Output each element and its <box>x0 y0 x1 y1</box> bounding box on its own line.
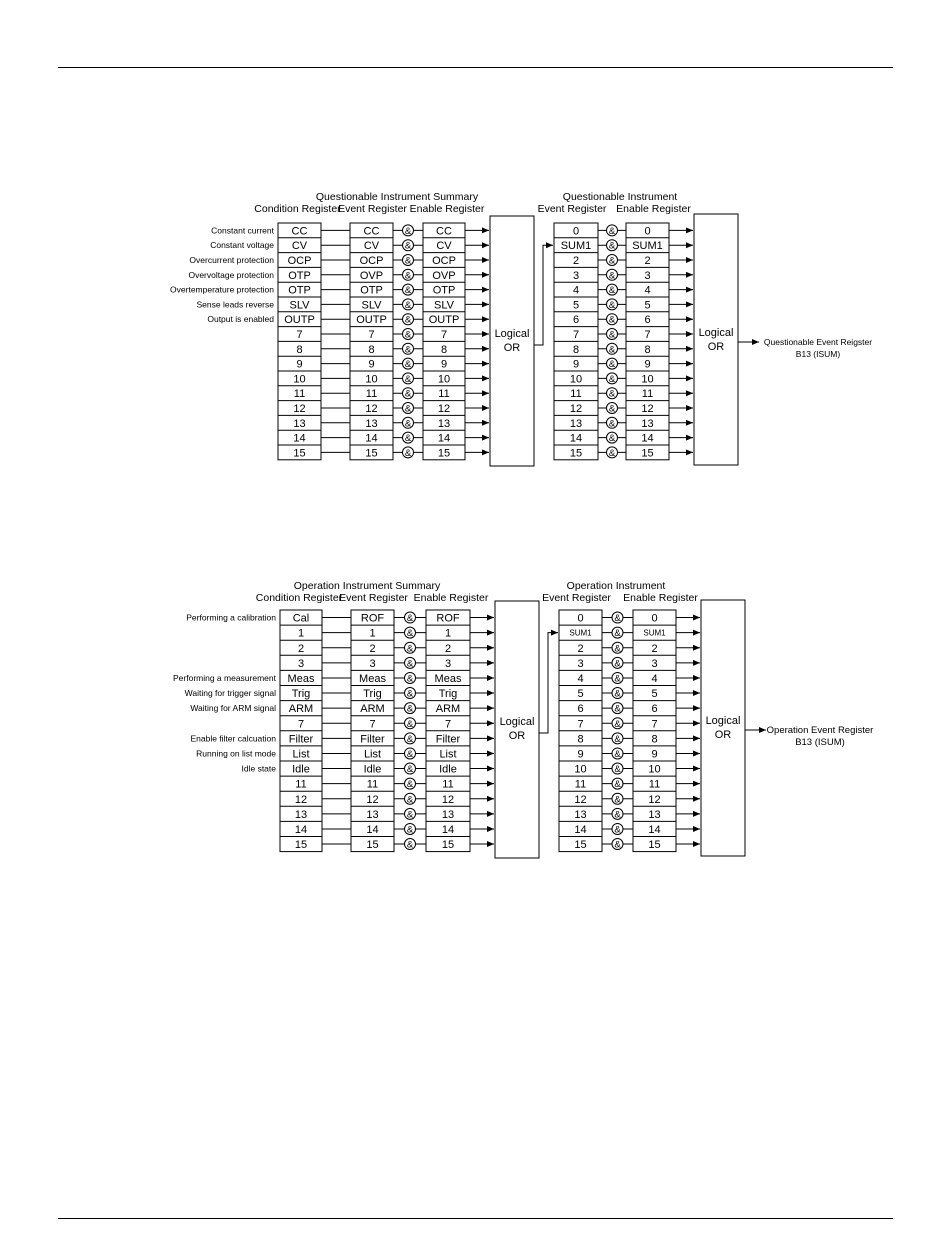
enable-cell: 15 <box>441 839 455 852</box>
event-cell: List <box>363 748 382 761</box>
right-enable-cell: 15 <box>648 839 661 852</box>
side-label: Constant current <box>211 225 274 236</box>
left-and-symbol: & <box>404 388 412 400</box>
right-event-cell: 6 <box>572 314 580 327</box>
enable-cell: CV <box>436 240 452 253</box>
logical-or-box <box>490 216 534 466</box>
or-label-line1: Logical <box>705 715 741 727</box>
condition-cell: ARM <box>288 703 314 716</box>
left-and-symbol: & <box>404 373 412 385</box>
right-and-symbol: & <box>608 240 616 252</box>
right-and-symbol: & <box>614 794 621 806</box>
condition-cell: List <box>292 748 310 761</box>
right-event-cell: 5 <box>577 688 584 701</box>
summary-link-arrow <box>534 245 553 345</box>
enable-register-label: Enable Register <box>413 592 489 604</box>
condition-cell: Meas <box>287 672 315 685</box>
right-enable-cell: 2 <box>644 255 651 267</box>
or-label-line1: Logical <box>499 716 535 728</box>
right-event-cell: 11 <box>570 388 582 401</box>
right-and-symbol: & <box>608 255 616 267</box>
event-cell: Filter <box>360 733 385 746</box>
enable-cell: 14 <box>437 432 451 445</box>
condition-cell: Idle <box>292 763 310 776</box>
right-event-cell: 10 <box>574 763 587 776</box>
right-enable-cell: 14 <box>648 823 661 836</box>
enable-cell: OCP <box>432 255 456 267</box>
left-and-symbol: & <box>404 359 412 371</box>
event-cell: OUTP <box>356 314 387 327</box>
left-and-symbol: & <box>404 418 412 430</box>
operation-diagram <box>173 580 873 858</box>
right-event-cell: 13 <box>569 417 583 430</box>
condition-cell: Cal <box>292 612 310 625</box>
enable-cell: OTP <box>432 284 456 297</box>
output-label-line2: B13 (ISUM) <box>795 737 845 748</box>
right-and-symbol: & <box>614 673 621 685</box>
enable-cell: List <box>439 748 457 761</box>
event-cell: 13 <box>365 417 378 430</box>
side-label: Overcurrent protection <box>189 255 274 265</box>
right-event-cell: 15 <box>574 839 587 852</box>
condition-cell: 2 <box>297 642 305 655</box>
event-cell: SLV <box>361 299 382 312</box>
right-and-symbol: & <box>608 373 616 385</box>
right-event-cell: 13 <box>574 808 587 821</box>
right-and-symbol: & <box>614 764 621 776</box>
right-and-symbol: & <box>614 733 621 745</box>
right-enable-cell: 5 <box>651 688 658 701</box>
left-and-symbol: & <box>406 733 414 745</box>
left-and-symbol: & <box>404 314 412 326</box>
right-event-cell: 14 <box>574 823 587 836</box>
enable-cell: 13 <box>441 808 455 821</box>
condition-cell: Filter <box>288 733 314 746</box>
side-label: Waiting for ARM signal <box>190 703 276 714</box>
event-cell: 2 <box>369 642 376 655</box>
right-event-register-label: Event Register <box>537 203 607 215</box>
left-and-symbol: & <box>406 718 414 730</box>
right-enable-cell: 11 <box>641 388 654 401</box>
right-event-cell: 0 <box>577 612 584 625</box>
condition-cell: 14 <box>293 432 306 445</box>
right-and-symbol: & <box>614 658 621 670</box>
logical-or-box <box>701 600 745 856</box>
right-enable-cell: 4 <box>651 672 658 685</box>
or-label-line2: OR <box>714 729 732 741</box>
side-label: Sense leads reverse <box>196 299 274 310</box>
condition-cell: 8 <box>296 343 303 356</box>
left-and-symbol: & <box>406 658 414 670</box>
right-enable-cell: 10 <box>641 373 654 386</box>
enable-cell: 15 <box>437 447 451 460</box>
right-title: Operation Instrument <box>566 580 666 592</box>
right-event-cell: 10 <box>569 373 583 386</box>
enable-cell: ARM <box>435 703 461 716</box>
left-and-symbol: & <box>404 285 412 297</box>
right-event-cell: 15 <box>569 447 583 460</box>
or-label-line1: Logical <box>494 328 530 340</box>
condition-cell: 3 <box>297 657 305 670</box>
right-event-cell: 8 <box>577 733 584 746</box>
event-register-label: Event Register <box>338 203 407 215</box>
event-cell: OTP <box>360 284 383 297</box>
right-and-symbol: & <box>608 314 616 326</box>
right-event-cell: 6 <box>577 703 584 716</box>
left-and-symbol: & <box>406 809 414 821</box>
right-enable-cell: 14 <box>641 432 654 445</box>
enable-cell: Trig <box>438 688 458 701</box>
right-and-symbol: & <box>608 433 616 445</box>
right-and-symbol: & <box>608 285 616 297</box>
right-enable-cell: 6 <box>651 703 658 716</box>
event-cell: 12 <box>365 403 378 415</box>
condition-cell: OUTP <box>284 314 315 327</box>
right-enable-cell: SUM1 <box>632 240 663 253</box>
right-event-cell: 8 <box>572 343 580 356</box>
enable-register-label: Enable Register <box>409 203 485 215</box>
right-event-cell: 14 <box>569 432 583 445</box>
side-label: Performing a measurement <box>173 672 276 683</box>
right-and-symbol: & <box>608 403 616 415</box>
condition-cell: SLV <box>289 299 310 312</box>
left-and-symbol: & <box>404 240 412 252</box>
condition-cell: Trig <box>291 688 311 701</box>
or-label-line2: OR <box>503 342 521 354</box>
event-cell: 14 <box>366 823 379 836</box>
left-and-symbol: & <box>406 824 414 836</box>
condition-cell: OCP <box>287 255 312 267</box>
right-event-cell: SUM1 <box>569 628 592 638</box>
right-event-cell: 2 <box>572 255 580 267</box>
event-cell: Meas <box>359 672 386 685</box>
right-enable-cell: 13 <box>641 417 654 430</box>
right-and-symbol: & <box>614 628 621 640</box>
condition-cell: CV <box>291 240 308 253</box>
event-cell: 9 <box>368 358 375 371</box>
or-label-line2: OR <box>508 730 526 742</box>
enable-cell: OUTP <box>428 314 460 327</box>
enable-cell: 14 <box>441 823 455 836</box>
condition-cell: 7 <box>297 718 305 731</box>
event-cell: CC <box>363 225 380 238</box>
condition-cell: 11 <box>293 388 306 401</box>
questionable-diagram <box>170 191 872 466</box>
right-and-symbol: & <box>608 329 616 341</box>
event-cell: 12 <box>366 793 379 806</box>
enable-cell: Idle <box>439 763 457 776</box>
event-cell: 14 <box>365 432 378 445</box>
right-event-cell: 0 <box>572 225 580 238</box>
event-cell: 7 <box>368 329 375 341</box>
right-and-symbol: & <box>608 447 616 459</box>
side-label: Idle state <box>241 763 276 774</box>
enable-cell: ROF <box>436 612 460 625</box>
right-enable-cell: 8 <box>651 733 658 746</box>
left-and-symbol: & <box>406 628 414 640</box>
right-event-cell: 3 <box>572 269 580 282</box>
right-enable-cell: 8 <box>644 343 651 356</box>
right-enable-cell: 7 <box>644 329 651 341</box>
or-label-line2: OR <box>707 341 725 353</box>
left-and-symbol: & <box>406 643 414 655</box>
enable-cell: 11 <box>442 778 454 791</box>
side-label: Overtemperature protection <box>170 284 274 295</box>
event-cell: ARM <box>360 703 385 716</box>
right-enable-cell: 5 <box>644 299 651 312</box>
left-and-symbol: & <box>406 794 414 806</box>
condition-cell: 7 <box>296 329 303 341</box>
right-enable-cell: 3 <box>651 657 658 670</box>
left-and-symbol: & <box>406 748 414 760</box>
right-event-cell: 7 <box>577 718 584 731</box>
event-cell: ROF <box>360 612 385 625</box>
event-cell: 13 <box>366 808 379 821</box>
enable-cell: Meas <box>434 672 462 685</box>
right-title: Questionable Instrument <box>562 191 678 203</box>
right-and-symbol: & <box>614 688 621 700</box>
condition-cell: 11 <box>295 778 307 791</box>
right-and-symbol: & <box>608 299 616 311</box>
enable-cell: 13 <box>437 417 451 430</box>
right-enable-cell: 10 <box>648 763 661 776</box>
right-event-cell: 12 <box>569 403 583 415</box>
summary-link-arrow <box>539 633 558 733</box>
right-event-cell: 2 <box>577 642 584 655</box>
left-and-symbol: & <box>406 688 414 700</box>
right-enable-cell: 15 <box>641 447 654 460</box>
left-and-symbol: & <box>406 613 414 625</box>
right-and-symbol: & <box>614 839 621 851</box>
left-title: Questionable Instrument Summary <box>315 191 479 203</box>
right-enable-cell: 6 <box>644 314 651 327</box>
condition-cell: 15 <box>294 839 308 852</box>
condition-cell: 10 <box>293 373 306 386</box>
right-and-symbol: & <box>608 225 616 237</box>
condition-register-label: Condition Register <box>255 592 343 604</box>
right-event-cell: 9 <box>572 358 580 371</box>
left-and-symbol: & <box>406 839 414 851</box>
left-and-symbol: & <box>404 344 412 356</box>
right-event-cell: 4 <box>572 284 580 297</box>
event-cell: Trig <box>363 688 382 701</box>
right-enable-cell: 12 <box>648 793 661 806</box>
right-enable-register-label: Enable Register <box>623 592 698 604</box>
event-cell: 1 <box>369 627 376 640</box>
enable-cell: OVP <box>432 269 456 282</box>
or-label-line1: Logical <box>698 327 734 339</box>
left-and-symbol: & <box>404 270 412 282</box>
event-cell: 3 <box>369 657 376 670</box>
condition-cell: 13 <box>294 808 308 821</box>
condition-cell: 14 <box>294 823 308 836</box>
right-and-symbol: & <box>608 418 616 430</box>
enable-cell: 12 <box>437 403 451 415</box>
side-label: Enable filter calcuation <box>190 733 276 744</box>
right-and-symbol: & <box>614 824 621 836</box>
event-cell: OVP <box>359 269 384 282</box>
right-enable-cell: 7 <box>651 718 658 731</box>
side-label: Waiting for trigger signal <box>184 688 276 699</box>
enable-cell: SLV <box>434 299 454 312</box>
enable-cell: Filter <box>435 733 461 746</box>
condition-cell: 12 <box>293 403 306 415</box>
event-cell: 10 <box>365 373 378 386</box>
enable-cell: 9 <box>440 358 448 371</box>
left-and-symbol: & <box>404 329 412 341</box>
condition-cell: 12 <box>294 793 308 806</box>
right-and-symbol: & <box>614 779 621 791</box>
right-enable-cell: 12 <box>641 403 654 415</box>
right-enable-cell: SUM1 <box>643 628 666 638</box>
right-and-symbol: & <box>614 748 621 760</box>
right-and-symbol: & <box>614 809 621 821</box>
event-cell: 15 <box>366 839 379 852</box>
condition-cell: CC <box>291 225 308 238</box>
condition-register-label: Condition Register <box>254 203 341 215</box>
right-and-symbol: & <box>608 344 616 356</box>
right-and-symbol: & <box>608 359 616 371</box>
condition-cell: OTP <box>288 284 311 297</box>
right-enable-cell: 4 <box>644 284 651 297</box>
event-cell: 8 <box>368 343 375 356</box>
side-label: Output is enabled <box>207 314 274 325</box>
right-and-symbol: & <box>614 703 621 715</box>
side-label: Constant voltage <box>210 240 274 251</box>
condition-cell: 1 <box>297 627 305 640</box>
right-enable-cell: 9 <box>644 358 651 371</box>
left-and-symbol: & <box>406 703 414 715</box>
output-label-line1: Operation Event Register <box>766 725 874 736</box>
right-event-cell: SUM1 <box>560 240 592 253</box>
enable-cell: CC <box>436 225 452 238</box>
right-and-symbol: & <box>614 613 621 625</box>
left-and-symbol: & <box>404 447 412 459</box>
right-event-cell: 4 <box>577 672 584 685</box>
left-and-symbol: & <box>406 764 414 776</box>
enable-cell: 11 <box>438 388 450 401</box>
right-enable-register-label: Enable Register <box>616 203 691 215</box>
event-cell: 15 <box>365 447 378 460</box>
enable-cell: 3 <box>444 657 452 670</box>
event-cell: OCP <box>359 255 384 267</box>
condition-cell: OTP <box>288 269 311 282</box>
event-register-label: Event Register <box>339 592 408 604</box>
enable-cell: 1 <box>444 627 452 640</box>
left-and-symbol: & <box>404 255 412 267</box>
event-cell: 7 <box>369 718 376 731</box>
output-label-line2: B13 (ISUM) <box>795 349 841 359</box>
left-and-symbol: & <box>404 403 412 415</box>
right-and-symbol: & <box>614 643 621 655</box>
right-and-symbol: & <box>608 270 616 282</box>
side-label: Performing a calibration <box>186 612 276 623</box>
condition-cell: 15 <box>293 447 306 460</box>
right-enable-cell: 9 <box>651 748 658 761</box>
left-title: Operation Instrument Summary <box>293 580 441 592</box>
right-and-symbol: & <box>614 718 621 730</box>
left-and-symbol: & <box>404 433 412 445</box>
enable-cell: 12 <box>441 793 455 806</box>
right-event-cell: 11 <box>574 778 587 791</box>
event-cell: 11 <box>365 388 378 401</box>
right-event-cell: 5 <box>572 299 580 312</box>
enable-cell: 7 <box>440 329 448 341</box>
right-enable-cell: 0 <box>651 612 658 625</box>
side-label: Running on list mode <box>196 748 276 759</box>
event-cell: CV <box>363 240 380 253</box>
event-cell: Idle <box>363 763 382 776</box>
right-enable-cell: 3 <box>644 269 651 282</box>
left-and-symbol: & <box>404 299 412 311</box>
left-and-symbol: & <box>406 779 414 791</box>
enable-cell: 7 <box>444 718 452 731</box>
enable-cell: 2 <box>444 642 452 655</box>
right-event-cell: 3 <box>577 657 584 670</box>
right-event-cell: 12 <box>574 793 587 806</box>
left-and-symbol: & <box>404 225 412 237</box>
logical-or-box <box>694 214 738 465</box>
condition-cell: 9 <box>296 358 303 371</box>
event-cell: 11 <box>366 778 379 791</box>
right-and-symbol: & <box>608 388 616 400</box>
right-enable-cell: 11 <box>648 778 661 791</box>
right-event-cell: 7 <box>572 329 580 341</box>
condition-cell: 13 <box>293 417 306 430</box>
right-enable-cell: 0 <box>644 225 651 238</box>
right-event-register-label: Event Register <box>542 592 611 604</box>
enable-cell: 10 <box>437 373 451 386</box>
right-event-cell: 9 <box>577 748 584 761</box>
output-label-line1: Questionable Event Reigster <box>763 337 873 347</box>
enable-cell: 8 <box>440 343 448 356</box>
right-enable-cell: 13 <box>648 808 661 821</box>
right-enable-cell: 2 <box>651 642 658 655</box>
side-label: Overvoltage protection <box>188 269 274 280</box>
left-and-symbol: & <box>406 673 414 685</box>
